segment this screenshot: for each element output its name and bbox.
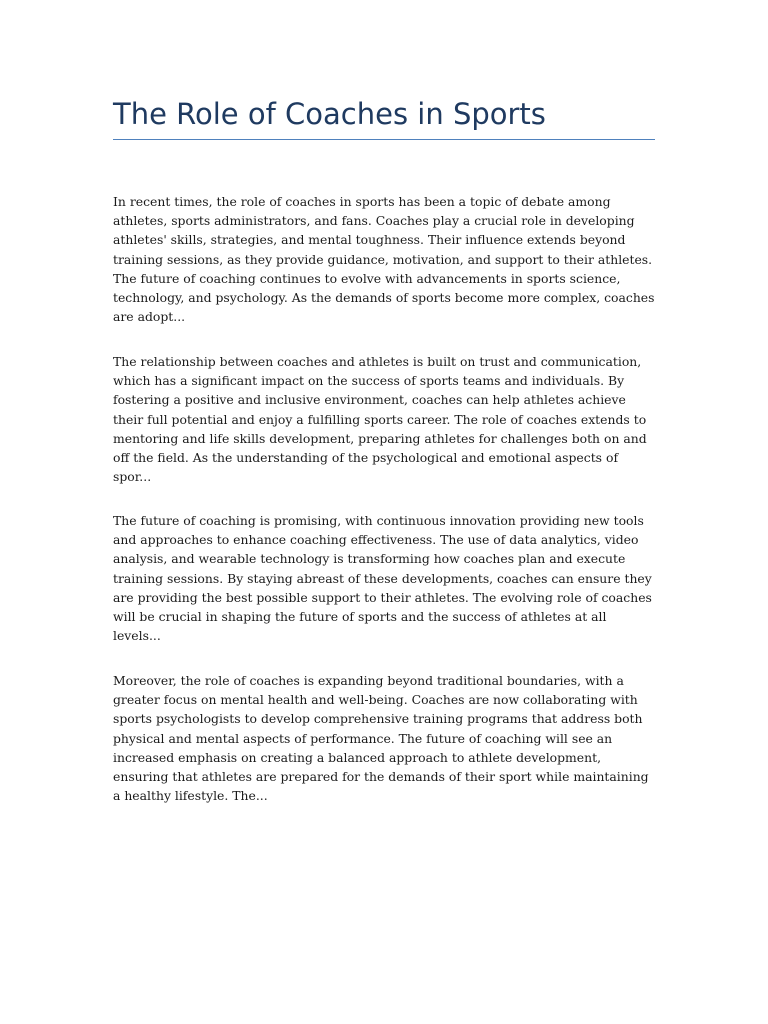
paragraph-4: Moreover, the role of coaches is expanding beyond traditional boundaries, with a greater focus on mental health and well-being. Coaches are now collaborating with sports psychologists to develop comprehensive training programs that address both physical and mental aspects of performance. The future of coaching will see an increased emphasis on creating a balanced approach to athlete development, ensuring that athletes are prepared for the demands of their sport while maintaining a healthy lifestyle. The... [113,673,649,804]
paragraph-2: The relationship between coaches and athletes is built on trust and communication, which has a significant impact on the success of sports teams and individuals. By fostering a positive and inclusive environment, coaches can help athletes achieve their full potential and enjoy a fulfilling sports career. The role of coaches extends to mentoring and life skills development, preparing athletes for challenges both on and off the field. As the understanding of the psychological and emotional aspects of spor... [113,354,647,485]
paragraph-1: In recent times, the role of coaches in sports has been a topic of debate among athletes, sports administrators, and fans. Coaches play a crucial role in developing athletes' skills, strategies, and mental toughness. Their influence extends beyond training sessions, as they provide guidance, motivation, and support to their athletes. The future of coaching continues to evolve with advancements in sports science, technology, and psychology. As the demands of sports become more complex, coaches are adopt... [113,194,655,325]
paragraph-3: The future of coaching is promising, with continuous innovation providing new tools and approaches to enhance coaching effectiveness. The use of data analytics, video analysis, and wearable technology is transforming how coaches plan and execute training sessions. By staying abreast of these developments, coaches can ensure they are providing the best possible support to their athletes. The evolving role of coaches will be crucial in shaping the future of sports and the success of athletes at all levels... [113,513,652,644]
title-underline-divider [113,139,655,140]
document-title: The Role of Coaches in Sports [113,97,546,131]
